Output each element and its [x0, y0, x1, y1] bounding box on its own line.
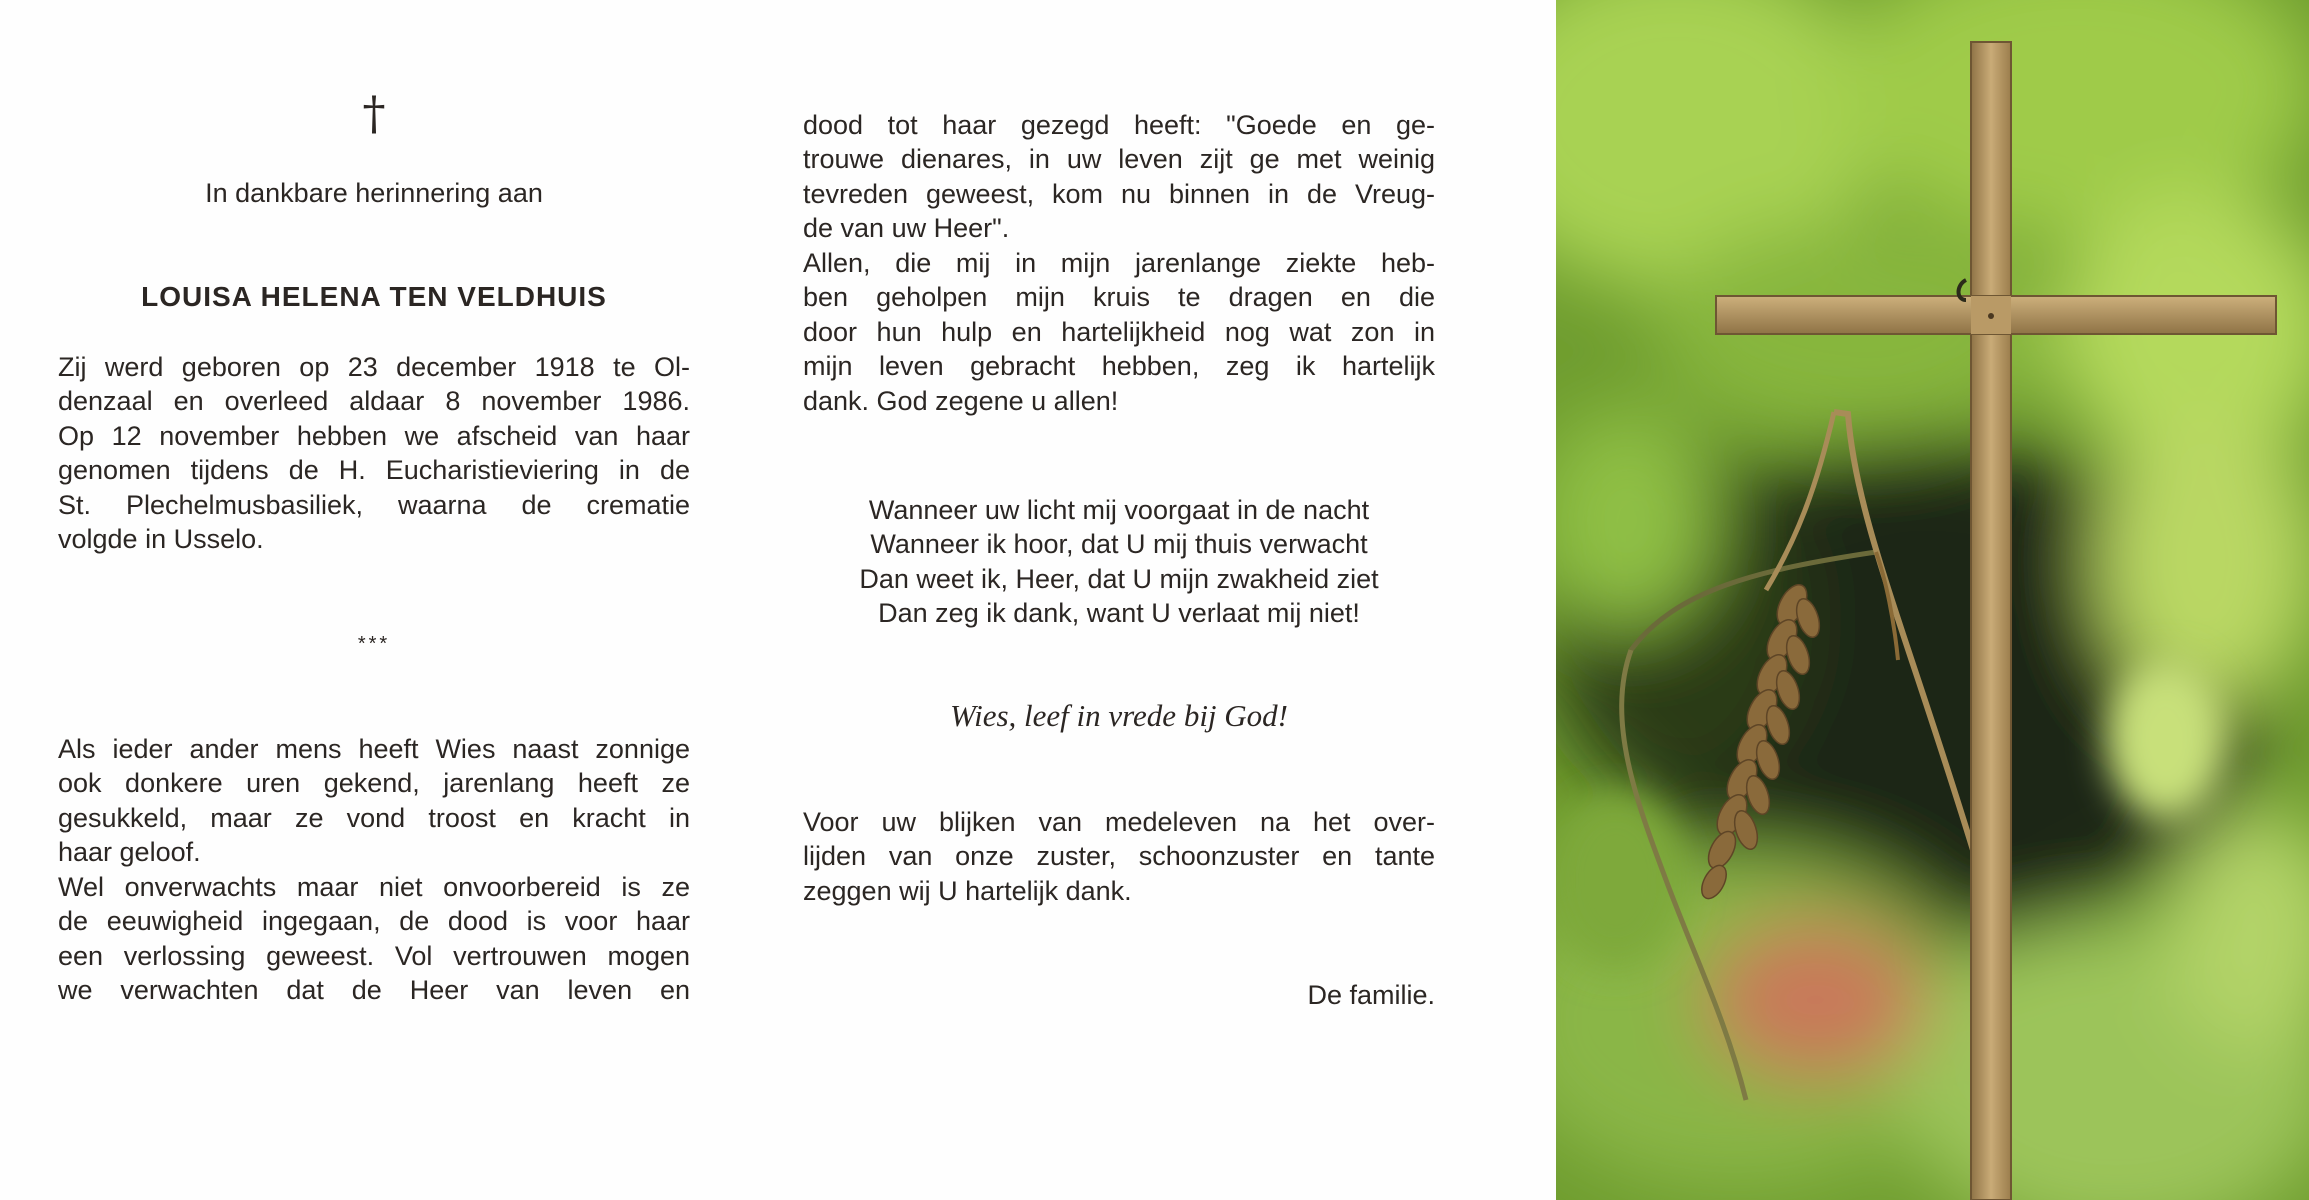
- text-line: volgde in Usselo.: [58, 524, 264, 554]
- text-line: Wel onverwachts maar niet onvoorbereid is ze: [58, 872, 690, 902]
- text-line: denzaal en overleed aldaar 8 november 1986.: [58, 386, 690, 416]
- separator: ***: [357, 633, 391, 655]
- text-line: tevreden geweest, kom nu binnen in de Vreug-: [803, 179, 1435, 209]
- poem-line: Dan zeg ik dank, want U verlaat mij niet!: [878, 598, 1360, 628]
- text-line: dood tot haar gezegd heeft: "Goede en ge-: [803, 110, 1435, 140]
- text-line: ook donkere uren gekend, jarenlang heeft ze: [58, 768, 690, 798]
- text-line: de van uw Heer".: [803, 213, 1010, 243]
- cross-symbol: †: [362, 86, 386, 140]
- text-line: Allen, die mij in mijn jarenlange ziekte heb-: [803, 248, 1435, 278]
- farewell-line: Wies, leef in vrede bij God!: [949, 698, 1289, 733]
- photo-illustration: [1556, 0, 2309, 1200]
- text-line: gesukkeld, maar ze vond troost en kracht in: [58, 803, 690, 833]
- text-line: dank. God zegene u allen!: [803, 386, 1119, 416]
- text-line: de eeuwigheid ingegaan, de dood is voor haar: [58, 906, 690, 936]
- text-line: door hun hulp en hartelijkheid nog wat zon in: [803, 317, 1435, 347]
- signature: De familie.: [1307, 980, 1435, 1010]
- poem-line: Wanneer uw licht mij voorgaat in de nacht: [868, 495, 1370, 525]
- text-line: Voor uw blijken van medeleven na het over-: [803, 807, 1435, 837]
- text-line: trouwe dienares, in uw leven zijt ge met weinig: [803, 144, 1435, 174]
- text-line: zeggen wij U hartelijk dank.: [803, 876, 1132, 906]
- text-line: St. Plechelmusbasiliek, waarna de crematie: [58, 490, 690, 520]
- text-line: haar geloof.: [58, 837, 201, 867]
- text-line: we verwachten dat de Heer van leven en: [58, 975, 690, 1005]
- text-line: Op 12 november hebben we afscheid van haar: [58, 421, 690, 451]
- text-line: Als ieder ander mens heeft Wies naast zonnige: [58, 734, 690, 764]
- poem-line: Wanneer ik hoor, dat U mij thuis verwacht: [870, 529, 1368, 559]
- text-line: lijden van onze zuster, schoonzuster en tante: [803, 841, 1435, 871]
- text-line: een verlossing geweest. Vol vertrouwen mogen: [58, 941, 690, 971]
- text-line: ben geholpen mijn kruis te dragen en die: [803, 282, 1435, 312]
- text-line: Zij werd geboren op 23 december 1918 te Ol-: [58, 352, 690, 382]
- cross-wheat-photo: [1556, 0, 2309, 1200]
- deceased-name: LOUISA HELENA TEN VELDHUIS: [141, 281, 607, 312]
- text-line: genomen tijdens de H. Eucharistieviering in de: [58, 455, 690, 485]
- poem-line: Dan weet ik, Heer, dat U mijn zwakheid ziet: [859, 564, 1379, 594]
- text-line: mijn leven gebracht hebben, zeg ik hartelijk: [803, 351, 1435, 381]
- intro-text: In dankbare herinnering aan: [205, 178, 543, 208]
